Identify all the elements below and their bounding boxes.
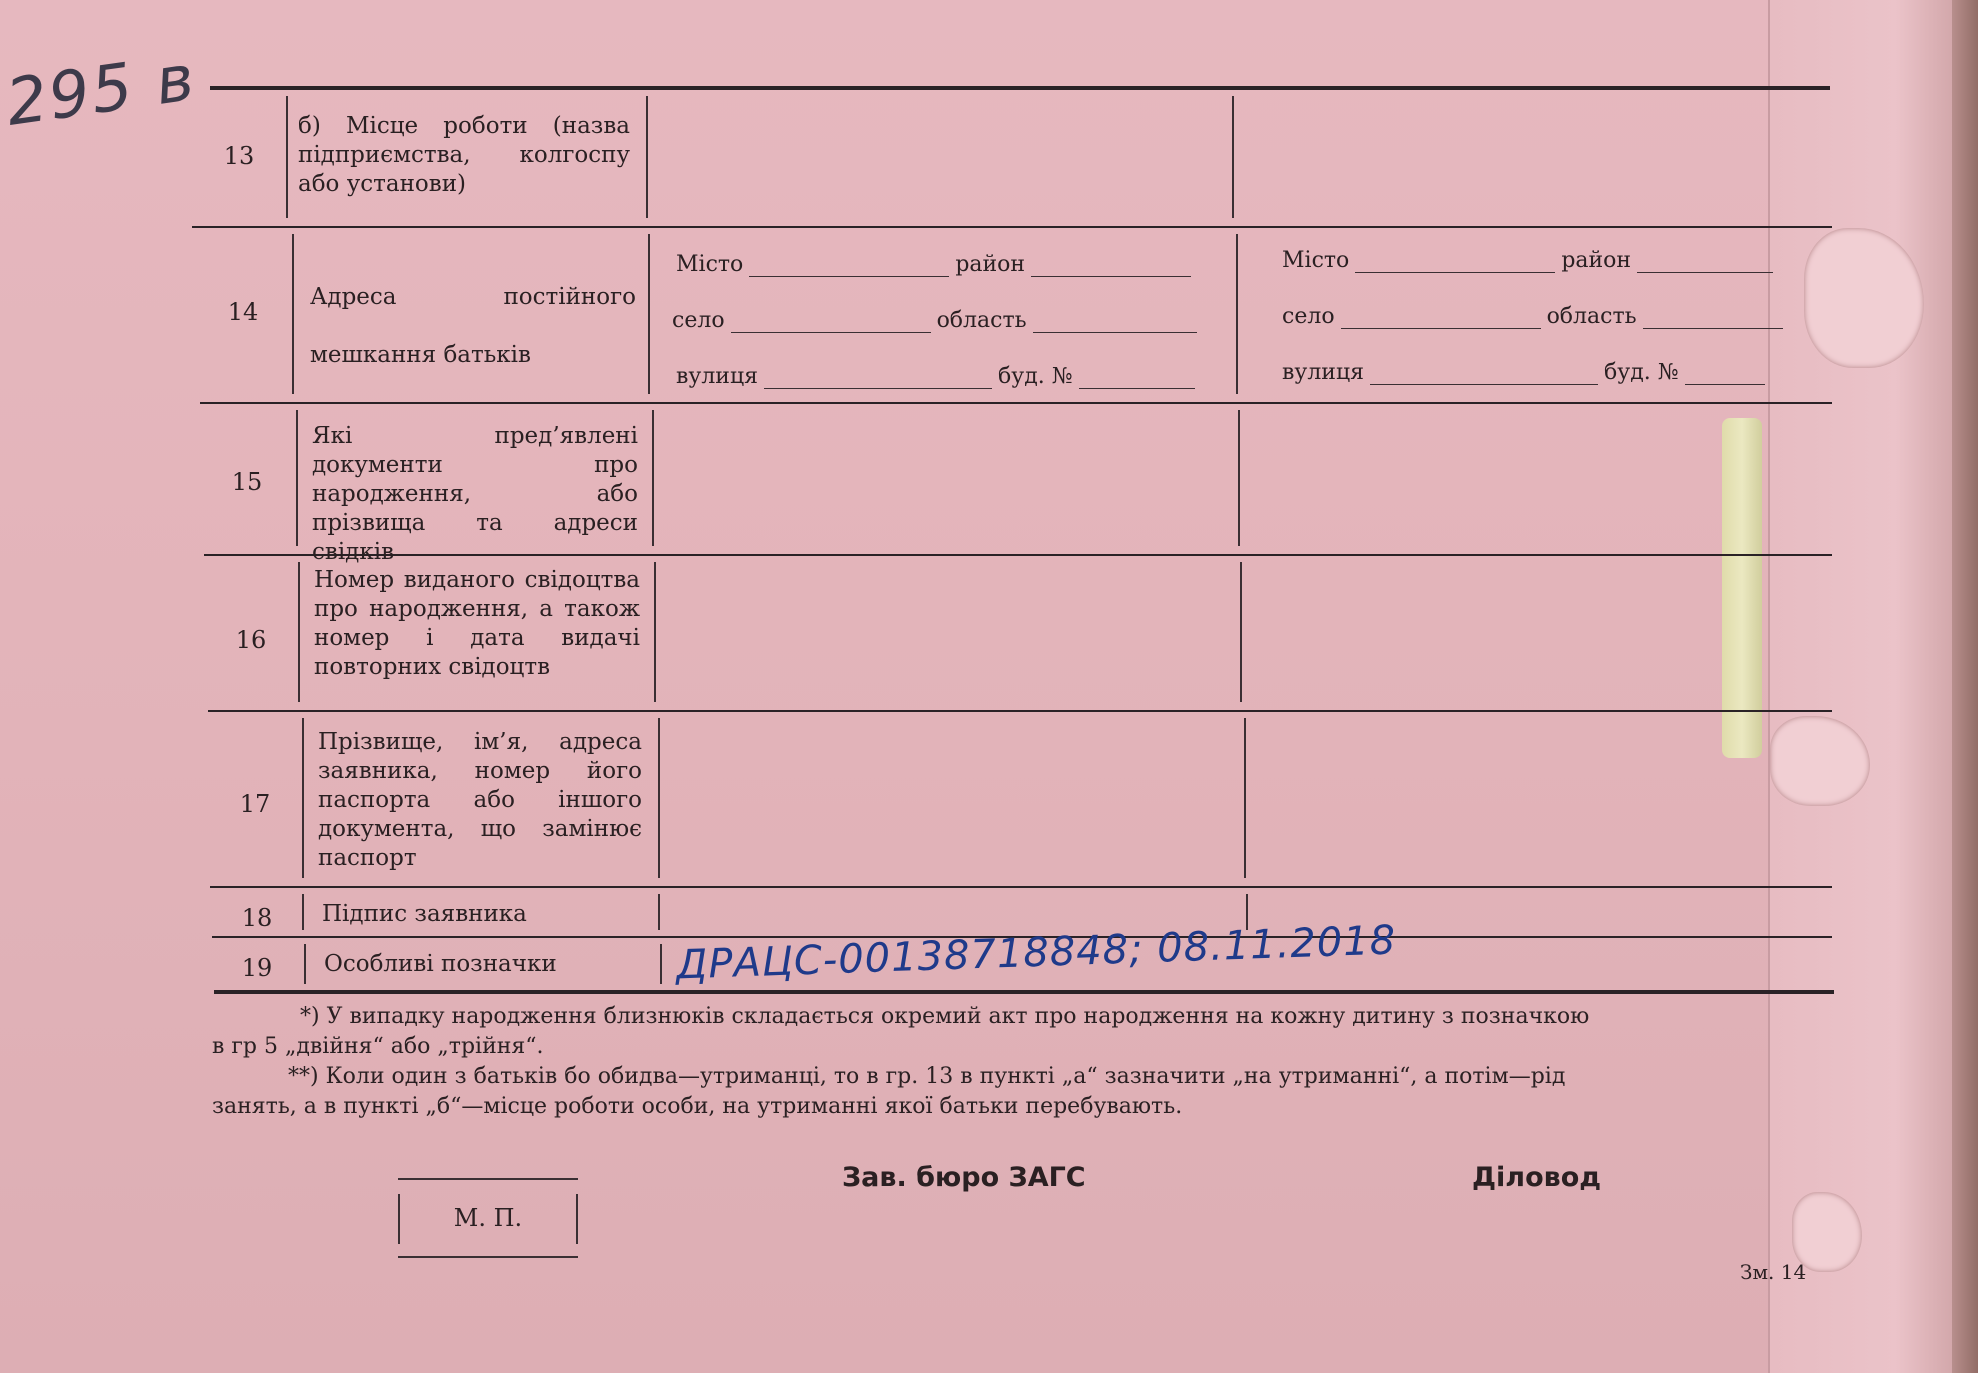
column-divider xyxy=(658,718,660,878)
column-divider xyxy=(1240,562,1242,702)
torn-edge xyxy=(1952,0,1978,1373)
row-number: 17 xyxy=(239,790,271,818)
column-divider xyxy=(1236,234,1238,394)
village-label: село xyxy=(672,308,725,333)
field-label-special-notes: Особливі позначки xyxy=(324,951,557,977)
row-divider xyxy=(208,710,1832,712)
field-label-applicant: Прізвище, ім’я, адреса заявника, номер його паспорта або іншого документа, що замінює паспорт xyxy=(318,729,642,871)
column-divider xyxy=(286,96,288,218)
address-village-line xyxy=(672,308,1203,333)
building-label: буд. № xyxy=(1604,360,1679,385)
village-label: село xyxy=(1282,304,1335,329)
field-label-birth-documents: Які пред’явлені документи про народження, або прізвища та адреси свідків xyxy=(312,423,638,565)
footnote-twins: *) У випадку народження близнюків складається окремий акт про народження на кожну дитину з позначкою xyxy=(300,1004,1590,1029)
column-divider xyxy=(1232,96,1234,218)
handwritten-archive-number: 295 в xyxy=(1,41,201,141)
column-divider xyxy=(298,562,300,702)
address-street-line xyxy=(1282,360,1771,385)
column-divider xyxy=(292,234,294,394)
row-divider xyxy=(200,402,1832,404)
building-label: буд. № xyxy=(998,364,1073,389)
row-number: 14 xyxy=(227,298,259,326)
table-top-rule xyxy=(210,86,1830,90)
row-number: 19 xyxy=(241,954,273,982)
street-label: вулиця xyxy=(676,364,758,389)
column-divider xyxy=(654,562,656,702)
signature-head-label: Зав. бюро ЗАГС xyxy=(842,1162,1086,1193)
address-city-line xyxy=(1282,248,1779,273)
signature-clerk-label: Діловод xyxy=(1472,1162,1602,1193)
stamp-label: М. П. xyxy=(453,1204,523,1232)
form-code: Зм. 14 xyxy=(1740,1260,1807,1284)
field-label-address: Адреса постійного мешкання батьків xyxy=(310,284,636,368)
column-divider xyxy=(648,234,650,394)
row-divider xyxy=(210,886,1832,888)
footnote-twins-cont: в гр 5 „двійня“ або „трійня“. xyxy=(212,1034,544,1059)
district-label: район xyxy=(955,252,1026,277)
district-label: район xyxy=(1561,248,1632,273)
region-label: область xyxy=(1546,304,1637,329)
field-label-workplace: б) Місце роботи (назва підприємства, колгоспу або установи) xyxy=(298,113,630,197)
column-divider xyxy=(660,944,662,984)
field-label-certificate-number: Номер виданого свідоцтва про народження, а також номер і дата видачі повторних свідоцтв xyxy=(314,567,640,680)
column-divider xyxy=(304,944,306,984)
column-divider xyxy=(302,894,304,930)
footnote-dependents: **) Коли один з батьків бо обидва—утриманці, то в гр. 13 в пункті „а“ зазначити „на утриманні“, а потім—рід xyxy=(288,1064,1566,1089)
column-divider xyxy=(658,894,660,930)
row-number: 13 xyxy=(223,142,255,170)
special-notes-handwriting: ДРАЦС-00138718848; 08.11.2018 xyxy=(675,917,1397,989)
row-number: 16 xyxy=(235,626,267,654)
city-label: Місто xyxy=(676,252,744,277)
stamp-area xyxy=(398,1178,578,1258)
city-label: Місто xyxy=(1282,248,1350,273)
column-divider xyxy=(646,96,648,218)
row-number: 15 xyxy=(231,468,263,496)
footnote-dependents-cont: занять, а в пункті „б“—місце роботи особи, на утриманні якої батьки перебувають. xyxy=(212,1094,1183,1119)
address-city-line xyxy=(676,252,1197,277)
region-label: область xyxy=(936,308,1027,333)
row-number: 18 xyxy=(241,904,273,932)
column-divider xyxy=(1238,410,1240,546)
column-divider xyxy=(1244,718,1246,878)
column-divider xyxy=(296,410,298,546)
table-bottom-rule xyxy=(214,990,1834,994)
field-label-applicant-signature: Підпис заявника xyxy=(322,901,527,927)
adhesive-tape xyxy=(1722,418,1762,758)
street-label: вулиця xyxy=(1282,360,1364,385)
address-street-line xyxy=(676,364,1201,389)
row-divider xyxy=(192,226,1832,228)
column-divider xyxy=(302,718,304,878)
column-divider xyxy=(652,410,654,546)
torn-margin xyxy=(1768,0,1978,1373)
address-village-line xyxy=(1282,304,1789,329)
